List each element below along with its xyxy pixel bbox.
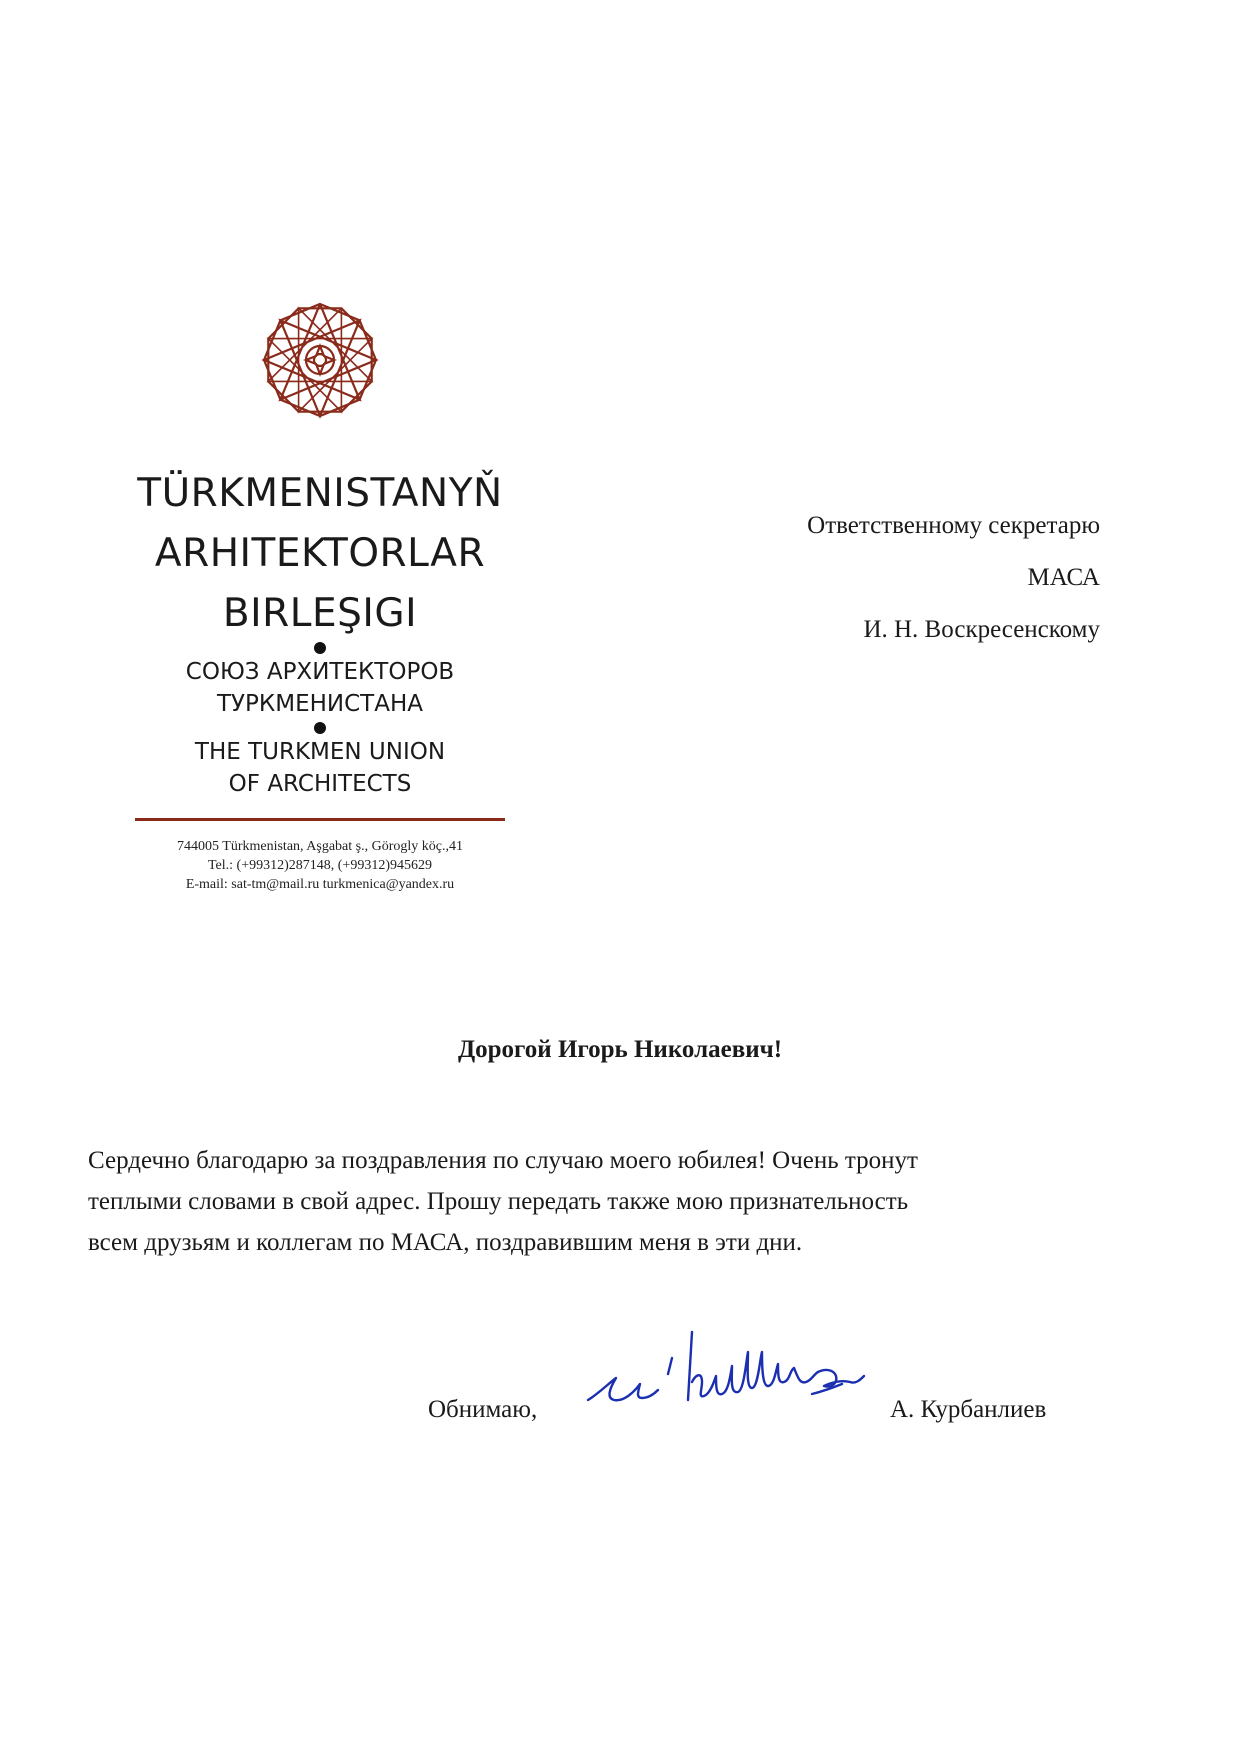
org-name-ru-line-1: СОЮЗ АРХИТЕКТОРОВ (185, 659, 455, 685)
separator-dot (314, 642, 326, 654)
org-name-tk-line-1: TÜRKMENISTANYŇ (137, 471, 503, 516)
recipient-line-1: Ответственному секретарю (807, 512, 1100, 539)
recipient-line-2: МАСА (1027, 564, 1100, 591)
address-line: 744005 Türkmenistan, Aşgabat ş., Görogly köç.,41 (177, 839, 463, 854)
letter-body (88, 1140, 1088, 1263)
org-name-ru-line-2: ТУРКМЕНИСТАНА (216, 691, 423, 717)
letterhead-rule (135, 818, 505, 821)
geometric-star-emblem-icon (260, 300, 380, 420)
body-line: Сердечно благодарю за поздравления по случаю моего юбилея! Очень тронут (88, 1147, 918, 1174)
org-name-en-line-1: THE TURKMEN UNION (194, 739, 446, 765)
body-line: теплыми словами в свой адрес. Прошу передать также мою признательность (88, 1188, 909, 1215)
org-name-tk-line-2: ARHITEKTORLAR (154, 531, 486, 576)
closing: Обнимаю, (428, 1396, 538, 1423)
body-line: всем друзьям и коллегам по МАСА, поздравившим меня в эти дни. (88, 1229, 803, 1256)
recipient-line-3: И. Н. Воскресенскому (863, 616, 1100, 643)
org-name-tk-line-3: BIRLEŞIGI (222, 591, 418, 636)
greeting: Дорогой Игорь Николаевич! (457, 1036, 783, 1063)
letterhead (120, 300, 520, 894)
phone-line: Tel.: (+99312)287148, (+99312)945629 (207, 858, 432, 873)
handwritten-signature-icon (580, 1322, 880, 1422)
separator-dot (314, 722, 326, 734)
recipient-block (807, 500, 1100, 656)
signer-name: А. Курбанлиев (890, 1396, 1047, 1423)
org-name-en-line-2: OF ARCHITECTS (228, 771, 412, 797)
email-line: E-mail: sat-tm@mail.ru turkmenica@yandex.ru (185, 877, 455, 892)
